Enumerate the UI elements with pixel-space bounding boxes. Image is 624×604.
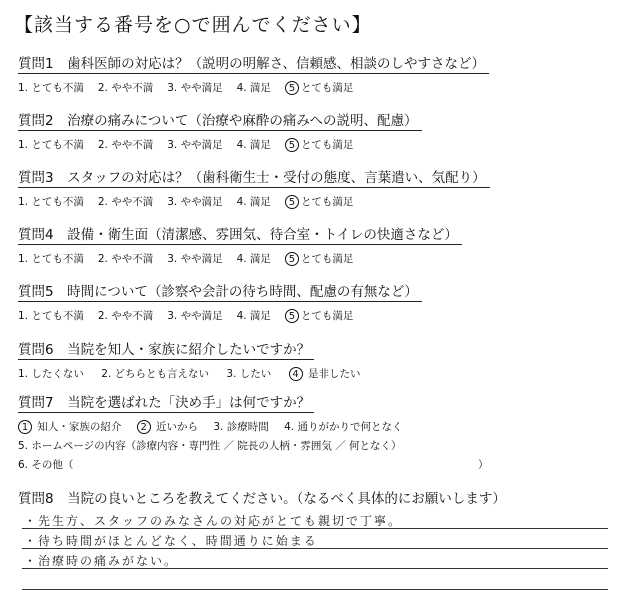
answer-text-2: ・待ち時間がほとんどなく、時間通りに始まる xyxy=(24,534,318,548)
q7-option-3-num: 3. xyxy=(213,421,224,433)
q7-option-3-label: 診療時間 xyxy=(226,421,269,433)
q3-option-5-label: とても満足 xyxy=(300,196,354,208)
q3-option-2[interactable]: 2. やや不満 xyxy=(97,196,154,208)
q5-option-2[interactable]: 2. やや不満 xyxy=(97,310,154,322)
q6-option-2[interactable]: 2. どちらとも言えない xyxy=(101,368,210,380)
selected-circle: 5 xyxy=(285,252,299,266)
q7-option-2[interactable] xyxy=(137,419,198,434)
answer-text-3: ・治療時の痛みがない。 xyxy=(24,554,179,568)
q6-option-3[interactable]: 3. したい xyxy=(226,368,272,380)
q5-option-5[interactable] xyxy=(285,308,354,323)
q2-option-4[interactable]: 4. 満足 xyxy=(236,139,271,151)
page-title: 【該当する番号を○で囲んでください】 xyxy=(14,14,372,36)
q2-option-2[interactable]: 2. やや不満 xyxy=(97,139,154,151)
q1-option-2[interactable]: 2. やや不満 xyxy=(97,82,154,94)
q7-option-6-close: ） xyxy=(478,459,489,471)
question-6 xyxy=(18,339,618,381)
q2-option-3[interactable]: 3. やや満足 xyxy=(167,139,223,151)
q4-option-4[interactable]: 4. 満足 xyxy=(236,253,271,265)
q4-option-3[interactable]: 3. やや満足 xyxy=(167,253,223,265)
question-5 xyxy=(18,281,618,323)
selected-circle: 5 xyxy=(285,309,299,323)
q3-option-1[interactable]: 1. とても不満 xyxy=(18,196,84,208)
question-4 xyxy=(18,224,618,266)
q5-option-5-label: とても満足 xyxy=(300,310,354,322)
question-7 xyxy=(18,392,618,472)
answer-text-1: ・先生方、スタッフのみなさんの対応がとても親切で丁寧。 xyxy=(24,514,403,528)
question-2 xyxy=(18,110,618,152)
question-3 xyxy=(18,167,618,209)
q1-option-1[interactable]: 1. とても不満 xyxy=(18,82,84,94)
q1-option-4[interactable]: 4. 満足 xyxy=(236,82,271,94)
q7-option-2-label: 近いから xyxy=(156,421,199,433)
q2-option-5-label: とても満足 xyxy=(300,139,354,151)
q7-option-3[interactable] xyxy=(213,419,268,434)
q3-option-4[interactable]: 4. 満足 xyxy=(236,196,271,208)
q6-option-1[interactable]: 1. したくない xyxy=(18,368,84,380)
selected-circle: 5 xyxy=(285,81,299,95)
question-4-label: 質問4 設備・衛生面（清潔感、雰囲気、待合室・トイレの快適さなど） xyxy=(18,226,462,245)
q5-option-4[interactable]: 4. 満足 xyxy=(236,310,271,322)
selected-circle: 5 xyxy=(285,195,299,209)
selected-circle: 2 xyxy=(137,420,151,434)
q2-option-5[interactable] xyxy=(285,137,354,152)
q3-option-5[interactable] xyxy=(285,194,354,209)
q1-option-5[interactable] xyxy=(285,80,354,95)
q7-option-4-label: 通りがかりで何となく xyxy=(297,421,403,433)
question-1-label: 質問1 歯科医師の対応は？（説明の明解さ、信頼感、相談のしやすさなど） xyxy=(18,55,489,74)
q4-option-5[interactable] xyxy=(285,251,354,266)
q7-option-1-label: 知人・家族の紹介 xyxy=(37,421,122,433)
question-1 xyxy=(18,53,618,95)
q7-option-5[interactable]: 5. ホームページの内容（診療内容・専門性 ／ 院長の人柄・雰囲気 ／ 何となく） xyxy=(18,440,402,452)
selected-circle: 1 xyxy=(18,420,32,434)
q5-option-1[interactable]: 1. とても不満 xyxy=(18,310,84,322)
question-6-label: 質問6 当院を知人・家族に紹介したいですか？ xyxy=(18,341,314,360)
q4-option-5-label: とても満足 xyxy=(300,253,354,265)
q5-option-3[interactable]: 3. やや満足 xyxy=(167,310,223,322)
q4-option-1[interactable]: 1. とても不満 xyxy=(18,253,84,265)
question-8-label: 質問8 当院の良いところを教えてください。（なるべく具体的にお願いします） xyxy=(18,491,506,507)
q3-option-3[interactable]: 3. やや満足 xyxy=(167,196,223,208)
question-2-label: 質問2 治療の痛みについて（治療や麻酔の痛みへの説明、配慮） xyxy=(18,112,422,131)
q6-option-4-label: 是非したい xyxy=(307,368,361,380)
q4-option-2[interactable]: 2. やや不満 xyxy=(97,253,154,265)
selected-circle: 5 xyxy=(285,138,299,152)
question-3-label: 質問3 スタッフの対応は？（歯科衛生士・受付の態度、言葉遣い、気配り） xyxy=(18,169,490,188)
q1-option-3[interactable]: 3. やや満足 xyxy=(167,82,223,94)
q2-option-1[interactable]: 1. とても不満 xyxy=(18,139,84,151)
question-7-label: 質問7 当院を選ばれた「決め手」は何ですか？ xyxy=(18,394,314,413)
q7-option-4-num: 4. xyxy=(284,421,295,433)
question-8 xyxy=(18,488,618,508)
q7-option-6[interactable]: 6. その他（ xyxy=(18,459,74,471)
q7-option-4[interactable] xyxy=(284,419,402,434)
question-5-label: 質問5 時間について（診察や会計の待ち時間、配慮の有無など） xyxy=(18,283,422,302)
q1-option-5-label: とても満足 xyxy=(300,82,354,94)
q7-option-1[interactable] xyxy=(18,419,121,434)
answer-line xyxy=(22,589,608,590)
q6-option-4[interactable] xyxy=(289,366,361,381)
selected-circle: 4 xyxy=(289,367,303,381)
